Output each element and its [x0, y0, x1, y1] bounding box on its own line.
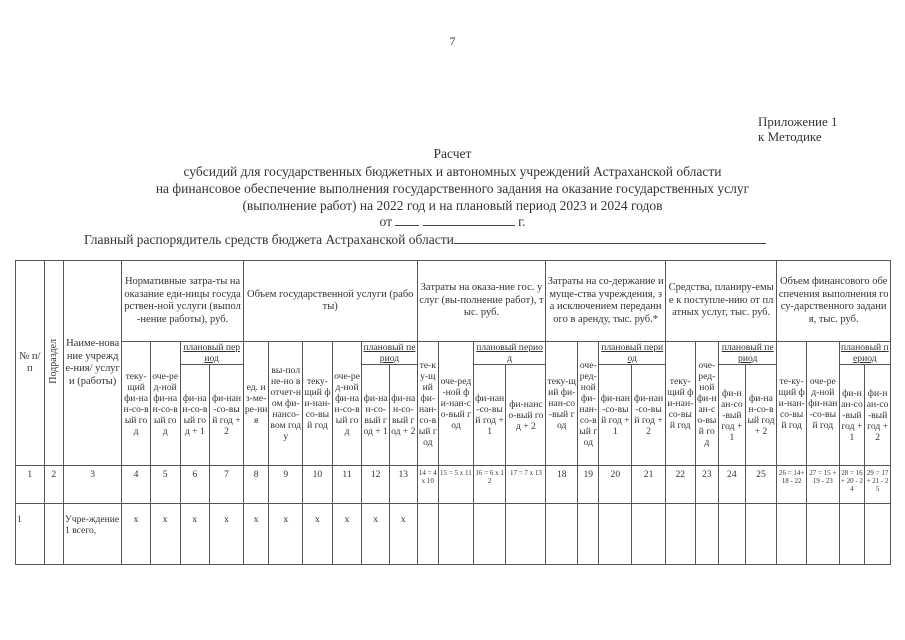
- volume-reported: вы-полне-но в отчет-ном фи-нансо-вом году: [269, 342, 303, 466]
- col-number: 8: [243, 466, 269, 504]
- col-number: 20: [599, 466, 632, 504]
- appendix-label: [758, 114, 853, 144]
- title-line-2: субсидий для государственных бюджетных и автономных учреждений Астраханской области: [183, 164, 722, 179]
- norm-plan-1: фи-нан-со-вый год + 1: [180, 365, 210, 466]
- income-plan-2: фи-нан-со-вый год + 2: [745, 365, 777, 466]
- row-mark: х: [269, 504, 303, 565]
- property-plan-1: фи-нан-со-вый год + 1: [599, 365, 632, 466]
- norm-plan-period: плановый период: [180, 342, 243, 365]
- col-number: 17 = 7 x 13: [506, 466, 546, 504]
- costs-plan-period: плановый период: [473, 342, 546, 365]
- column-number-row: [16, 466, 891, 504]
- row-mark: х: [150, 504, 180, 565]
- group-volume: Объем государственной услуги (работы): [243, 261, 417, 342]
- group-costs: Затраты на оказа-ние гос. услуг (вы-полнение работ), тыс. руб.: [417, 261, 546, 342]
- row-cell: [417, 504, 438, 565]
- row-cell: [506, 504, 546, 565]
- col-number: 16 = 6 x 12: [473, 466, 506, 504]
- col-number: 18: [546, 466, 578, 504]
- volume-fin-current: те-ку-щий фи-нан-со-вый год: [777, 342, 807, 466]
- col-number: 29 = 17 + 21 - 25: [865, 466, 891, 504]
- income-next: оче-ред-ной фи-нан-со-вый год: [695, 342, 719, 466]
- col-number: 11: [332, 466, 362, 504]
- date-from-label: от: [379, 214, 392, 229]
- costs-current: те-ку-щий фи-нан-со-вый год: [417, 342, 438, 466]
- col-number: 12: [362, 466, 390, 504]
- property-plan-2: фи-нан-со-вый год + 2: [632, 365, 666, 466]
- manager-label: Главный распорядитель средств бюджета Астраханской области: [84, 232, 454, 247]
- col-number: 27 = 15 + 19 - 23: [806, 466, 839, 504]
- col-number: 6: [180, 466, 210, 504]
- row-mark: х: [180, 504, 210, 565]
- title-date-line: [0, 213, 905, 230]
- group-volume-fin: Объем финансового обеспечения выполнения госу-дарственного задания, тыс. руб.: [777, 261, 891, 342]
- col-number: 26 = 14+ 18 - 22: [777, 466, 807, 504]
- col-number: 10: [303, 466, 333, 504]
- subsidy-calculation-table: [15, 260, 891, 565]
- col-header-name: Наиме-нование учрежде-ния/ услуги (работы): [64, 261, 122, 466]
- row-cell: [839, 504, 865, 565]
- row-mark: х: [303, 504, 333, 565]
- costs-plan-1: фи-нан-со-вый год + 1: [473, 365, 506, 466]
- row-number: 1: [16, 504, 45, 565]
- volume-fin-plan-1: фи-нан-со-вый год + 1: [839, 365, 865, 466]
- income-plan-period: плановый период: [719, 342, 777, 365]
- volume-plan-1: фи-нан-со-вый год + 1: [362, 365, 390, 466]
- date-year-label: г.: [518, 214, 526, 229]
- title-line-1: Расчет: [433, 146, 472, 161]
- volume-fin-next: оче-ред-ной фи-нан-со-вый год: [806, 342, 839, 466]
- row-cell: [719, 504, 746, 565]
- row-cell: [578, 504, 599, 565]
- col-number: 22: [665, 466, 695, 504]
- income-plan-1: фи-нан-со-вый год + 1: [719, 365, 746, 466]
- row-cell: [665, 504, 695, 565]
- manager-line: [84, 231, 766, 248]
- group-property: Затраты на со-держание имуще-ства учреждения, за исключением переданного в аренду, тыс. руб.*: [546, 261, 666, 342]
- col-number: 2: [44, 466, 63, 504]
- appendix-line-2: к Методике: [758, 129, 822, 144]
- col-number: 24: [719, 466, 746, 504]
- row-mark: х: [389, 504, 417, 565]
- col-number: 3: [64, 466, 122, 504]
- costs-next: оче-ред-ной фи-нан-со-вый год: [439, 342, 474, 466]
- header-row-2: [16, 342, 891, 365]
- title-line-4: (выполнение работ) на 2022 год и на плановый период 2023 и 2024 годов: [242, 198, 663, 213]
- volume-fin-plan-2: фи-нан-со-вый год + 2: [865, 365, 891, 466]
- col-number: 25: [745, 466, 777, 504]
- col-number: 7: [210, 466, 244, 504]
- costs-plan-2: фи-нансо-вый год + 2: [506, 365, 546, 466]
- row-cell: [745, 504, 777, 565]
- appendix-line-1: Приложение 1: [758, 114, 838, 129]
- row-mark: х: [332, 504, 362, 565]
- row-cell: [599, 504, 632, 565]
- title-line-3: на финансовое обеспечение выполнения государственного задания на оказание государственных услуг: [155, 181, 750, 196]
- date-day-blank: [395, 213, 419, 226]
- page-number: 7: [449, 34, 456, 48]
- row-cell: [546, 504, 578, 565]
- volume-next: оче-ред-ной фи-нан-со-вый год: [332, 342, 362, 466]
- row-cell: [777, 504, 807, 565]
- col-number: 23: [695, 466, 719, 504]
- row-name: Учре-ждение 1 всего,: [64, 504, 122, 565]
- property-next: оче-ред-ной фи-нан-со-вый год: [578, 342, 599, 466]
- col-number: 13: [389, 466, 417, 504]
- col-number: 28 = 16 + 20 - 24: [839, 466, 865, 504]
- row-cell: [632, 504, 666, 565]
- volume-current: теку-щий фи-нан-со-вый год: [303, 342, 333, 466]
- col-number: 14 = 4 x 10: [417, 466, 438, 504]
- property-current: теку-щий фи-нан-со-вый год: [546, 342, 578, 466]
- norm-next: оче-ред-ной фи-нан-со-вый год: [150, 342, 180, 466]
- col-number: 5: [150, 466, 180, 504]
- col-header-num: № п/п: [16, 261, 45, 466]
- col-number: 19: [578, 466, 599, 504]
- row-cell: [806, 504, 839, 565]
- group-norm: Нормативные затра-ты на оказание еди-ницы государствен-ной услуги (выпол-нение работы), руб.: [122, 261, 244, 342]
- row-cell: [439, 504, 474, 565]
- property-plan-period: плановый период: [599, 342, 665, 365]
- col-number: 21: [632, 466, 666, 504]
- volume-plan-period: плановый период: [363, 342, 416, 364]
- row-cell: [695, 504, 719, 565]
- manager-blank: [454, 231, 766, 244]
- norm-current: теку-щий фи-нан-со-вый год: [122, 342, 151, 466]
- col-number: 1: [16, 466, 45, 504]
- table-row: [16, 504, 891, 565]
- volume-unit: ед. из-ме-ре-ния: [243, 342, 269, 466]
- col-number: 9: [269, 466, 303, 504]
- header-row-1: [16, 261, 891, 342]
- col-header-subsection: Подраздел: [44, 261, 63, 466]
- income-current: теку-щий фи-нан-со-вый год: [665, 342, 695, 466]
- row-cell: [473, 504, 506, 565]
- volume-fin-plan-period: плановый период: [840, 342, 889, 364]
- norm-plan-2: фи-нан-со-вый год + 2: [210, 365, 244, 466]
- date-month-blank: [423, 213, 515, 226]
- row-mark: х: [210, 504, 244, 565]
- row-subsection: [44, 504, 63, 565]
- row-mark: х: [243, 504, 269, 565]
- col-number: 15 = 5 x 11: [439, 466, 474, 504]
- group-income: Средства, планиру-емые к поступле-нию от платных услуг, тыс. руб.: [665, 261, 776, 342]
- row-cell: [865, 504, 891, 565]
- row-mark: х: [122, 504, 151, 565]
- row-mark: х: [362, 504, 390, 565]
- col-number: 4: [122, 466, 151, 504]
- volume-plan-2: фи-нан-со-вый год + 2: [389, 365, 417, 466]
